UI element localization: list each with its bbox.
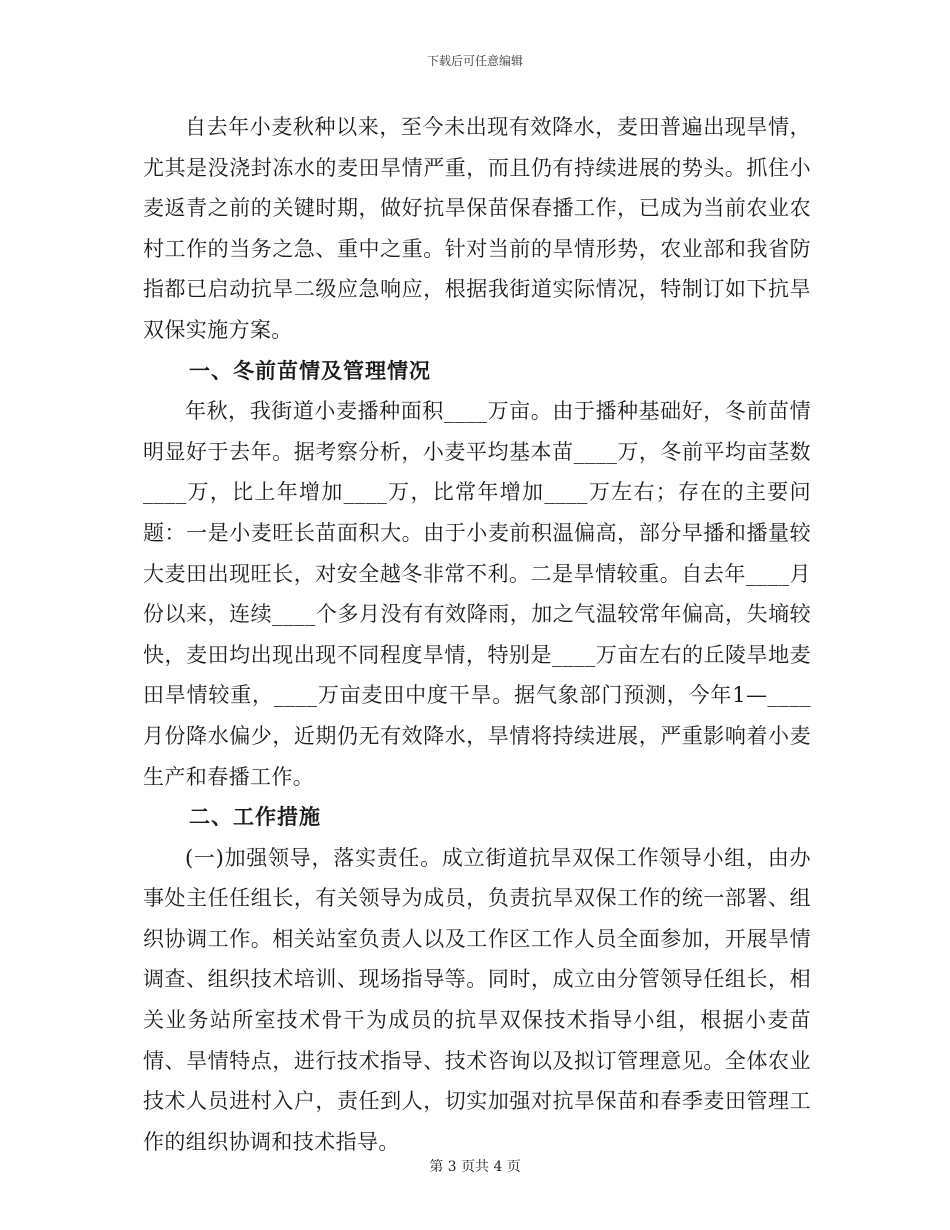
section-heading-2: 二、工作措施 [189, 805, 321, 830]
section-2-paragraph: (一)加强领导，落实责任。成立街道抗旱双保工作领导小组，由办事处主任任组长，有关领导为成员，负责抗旱双保工作的统一部署、组织协调工作。相关站室负责人以及工作区工作人员全面参加，开展旱情调查、组织技术培训、现场指导等。同时，成立由分管领导任组长，相关业务站所室技术骨干为成员的抗旱双保技术指导小组，根据小麦苗情、旱情特点，进行技术指导、技术咨询以及拟订管理意见。全体农业技术人员进村入户，责任到人，切实加强对抗旱保苗和春季麦田管理工作的组织协调和技术指导。 [143, 845, 811, 1154]
section-1-paragraph: 年秋，我街道小麦播种面积____万亩。由于播种基础好，冬前苗情明显好于去年。据考察分析，小麦平均基本苗____万，冬前平均亩茎数____万，比上年增加____万，比常年增加____万左右；存在的主要问题：一是小麦旺长苗面积大。由于小麦前积温偏高，部分早播和播量较大麦田出现旺长，对安全越冬非常不利。二是旱情较重。自去年____月份以来，连续____个多月没有有效降雨，加之气温较常年偏高，失墒较快，麦田均出现出现不同程度旱情，特别是____万亩左右的丘陵旱地麦田旱情较重，____万亩麦田中度干旱。据气象部门预测，今年1—____月份降水偏少，近期仍无有效降水，旱情将持续进展，严重影响着小麦生产和春播工作。 [143, 399, 811, 789]
intro-paragraph: 自去年小麦秋种以来，至今未出现有效降水，麦田普遍出现旱情，尤其是没浇封冻水的麦田旱情严重，而且仍有持续进展的势头。抓住小麦返青之前的关键时期，做好抗旱保苗保春播工作，已成为当前农业农村工作的当务之急、重中之重。针对当前的旱情形势，农业部和我省防指都已启动抗旱二级应急响应，根据我街道实际情况，特制订如下抗旱双保实施方案。 [143, 115, 811, 342]
page-number-footer: 第 3 页共 4 页 [429, 1159, 521, 1175]
document-body [143, 107, 811, 1162]
section-heading-1: 一、冬前苗情及管理情况 [189, 358, 431, 383]
header-edit-note: 下载后可任意编辑 [426, 54, 523, 68]
